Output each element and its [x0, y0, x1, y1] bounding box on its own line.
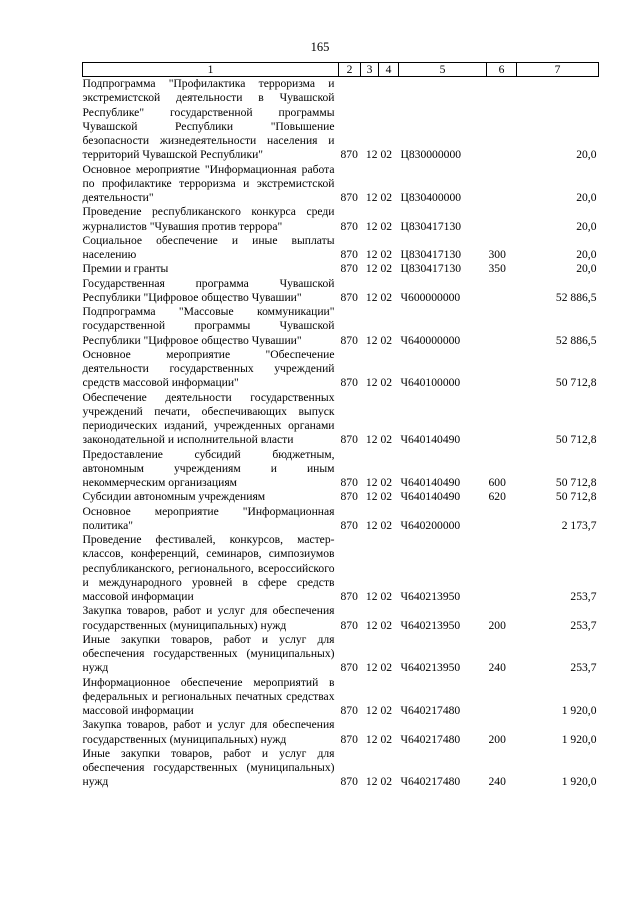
row-target-article: Ч600000000: [400, 290, 461, 304]
row-amount: 20,0: [576, 191, 597, 204]
row-amount: 20,0: [576, 219, 597, 233]
row-name: Иные закупки товаров, работ и услуг для обеспечения государственных (муниципальных) нужд: [82, 632, 335, 675]
row-name: Информационное обеспечение мероприятий в федеральных и региональных печатных средствах массовой информации: [82, 675, 335, 717]
header-col-5: 5: [399, 63, 487, 77]
header-row: [83, 63, 599, 77]
row-target-article: Ч640200000: [400, 518, 461, 532]
row-name: Проведение фестивалей, конкурсов, мастер-классов, конференций, семинаров, симпозиумов республиканского, регионального, всероссийского и международного уровней в сфере средств массовой информации: [82, 533, 335, 603]
table-row: [83, 234, 599, 263]
table-header: [83, 63, 599, 77]
row-expense-type: [487, 205, 517, 234]
table-body: [83, 77, 599, 790]
row-amount: 20,0: [576, 248, 597, 261]
row-gr-code: 870: [340, 618, 358, 632]
row-target-article: Ч640140490: [400, 490, 461, 504]
row-amount: 52 886,5: [555, 290, 597, 304]
row-gr-code: 870: [340, 191, 358, 204]
row-amount: 50 712,8: [555, 490, 597, 504]
row-expense-type: 600: [488, 476, 506, 489]
row-name: Основное мероприятие "Информационная политика": [82, 504, 335, 532]
row-name: Подпрограмма "Профилактика терроризма и экстремистской деятельности в Чувашской Республике" государственной программы Чувашской Республики "Повышение безопасности жизнедеятельности населения и территорий Чувашской Республики": [82, 77, 335, 162]
row-amount: 2 173,7: [561, 518, 597, 532]
row-expense-type: 240: [488, 775, 506, 789]
table-row: [83, 348, 599, 391]
row-subsection: 02: [380, 590, 393, 603]
row-amount: 52 886,5: [555, 333, 597, 347]
row-subsection: 02: [380, 290, 393, 304]
row-target-article: Ч640217480: [400, 704, 461, 717]
row-section: 12: [365, 590, 378, 603]
table-row: [83, 262, 599, 276]
row-section: 12: [365, 433, 378, 447]
row-amount: 253,7: [570, 618, 597, 632]
row-expense-type: [487, 277, 517, 306]
row-target-article: Ц830417130: [400, 262, 462, 276]
row-target-article: Ц830000000: [400, 148, 462, 162]
row-target-article: Ч640000000: [400, 333, 461, 347]
row-section: 12: [365, 618, 378, 632]
row-target-article: Ч640217480: [400, 775, 461, 789]
row-section: 12: [365, 191, 378, 204]
row-name: Проведение республиканского конкурса среди журналистов "Чувашия против террора": [82, 205, 335, 233]
row-amount: 50 712,8: [555, 376, 597, 390]
row-subsection: 02: [380, 661, 393, 675]
row-subsection: 02: [380, 775, 393, 789]
row-amount: 20,0: [576, 262, 597, 276]
row-gr-code: 870: [340, 433, 358, 447]
row-section: 12: [365, 732, 378, 746]
table-row: [83, 391, 599, 448]
row-name: Предоставление субсидий бюджетным, автономным учреждениям и иным некоммерческим организациям: [82, 447, 335, 489]
row-target-article: Ч640217480: [400, 732, 461, 746]
row-name: Основное мероприятие "Обеспечение деятельности государственных учреждений средств массовой информации": [82, 347, 335, 390]
row-expense-type: 300: [488, 248, 506, 261]
row-section: 12: [365, 490, 378, 504]
header-col-4: 4: [379, 63, 399, 77]
row-amount: 1 920,0: [561, 732, 597, 746]
page-number: 165: [310, 40, 330, 54]
row-gr-code: 870: [340, 661, 358, 675]
row-name: Обеспечение деятельности государственных учреждений печати, обеспечивающих выпуск периодических изданий, учрежденных органами законодательной и исполнительной власти: [82, 390, 335, 447]
row-section: 12: [365, 248, 378, 261]
row-name: Закупка товаров, работ и услуг для обеспечения государственных (муниципальных) нужд: [82, 604, 335, 632]
row-name: Закупка товаров, работ и услуг для обеспечения государственных (муниципальных) нужд: [82, 718, 335, 746]
row-name: Иные закупки товаров, работ и услуг для обеспечения государственных (муниципальных) нужд: [82, 746, 335, 789]
row-gr-code: 870: [340, 704, 358, 717]
budget-table: [82, 62, 599, 790]
row-target-article: Ч640213950: [400, 590, 461, 603]
row-name: Подпрограмма "Массовые коммуникации" государственной программы Чувашской Республики "Цифровое общество Чувашии": [82, 305, 335, 347]
row-subsection: 02: [380, 490, 393, 504]
row-expense-type: [487, 305, 517, 348]
row-amount: 20,0: [576, 148, 597, 162]
row-subsection: 02: [380, 376, 393, 390]
row-expense-type: 350: [488, 262, 506, 276]
row-target-article: Ч640140490: [400, 476, 461, 489]
header-col-3: 3: [361, 63, 379, 77]
row-amount: 253,7: [570, 590, 597, 603]
row-name: Государственная программа Чувашской Республики "Цифровое общество Чувашии": [82, 276, 335, 304]
row-target-article: Ч640140490: [400, 433, 461, 447]
row-expense-type: [487, 77, 517, 163]
row-subsection: 02: [380, 333, 393, 347]
table-row: [83, 163, 599, 206]
row-section: 12: [365, 661, 378, 675]
row-section: 12: [365, 290, 378, 304]
row-subsection: 02: [380, 262, 393, 276]
row-gr-code: 870: [340, 262, 358, 276]
row-gr-code: 870: [340, 376, 358, 390]
table-row: [83, 718, 599, 747]
row-subsection: 02: [380, 148, 393, 162]
table-row: [83, 676, 599, 719]
row-section: 12: [365, 219, 378, 233]
table-row: [83, 205, 599, 234]
row-name: Премии и гранты: [82, 262, 169, 276]
row-amount: 50 712,8: [555, 476, 597, 489]
row-name: Основное мероприятие "Информационная работа по профилактике терроризма и экстремистской деятельности": [82, 162, 335, 204]
row-target-article: Ч640100000: [400, 376, 461, 390]
row-expense-type: [487, 391, 517, 448]
header-col-7: 7: [517, 63, 599, 77]
row-amount: 253,7: [570, 661, 597, 675]
row-section: 12: [365, 518, 378, 532]
row-section: 12: [365, 775, 378, 789]
row-name: Субсидии автономным учреждениям: [82, 490, 266, 504]
table-row: [83, 747, 599, 790]
row-subsection: 02: [380, 732, 393, 746]
row-target-article: Ц830400000: [400, 191, 462, 204]
row-gr-code: 870: [340, 333, 358, 347]
row-expense-type: 240: [488, 661, 506, 675]
row-gr-code: 870: [340, 775, 358, 789]
row-subsection: 02: [380, 618, 393, 632]
row-gr-code: 870: [340, 290, 358, 304]
table-row: [83, 490, 599, 504]
row-section: 12: [365, 262, 378, 276]
row-expense-type: [487, 163, 517, 206]
table-row: [83, 505, 599, 534]
row-section: 12: [365, 476, 378, 489]
row-target-article: Ц830417130: [400, 248, 462, 261]
row-target-article: Ц830417130: [400, 219, 462, 233]
row-expense-type: [487, 348, 517, 391]
row-gr-code: 870: [340, 248, 358, 261]
row-subsection: 02: [380, 433, 393, 447]
table-row: [83, 277, 599, 306]
row-expense-type: 200: [488, 732, 506, 746]
row-subsection: 02: [380, 476, 393, 489]
row-amount: 1 920,0: [561, 775, 597, 789]
row-subsection: 02: [380, 704, 393, 717]
row-expense-type: [487, 676, 517, 719]
row-expense-type: [487, 505, 517, 534]
row-subsection: 02: [380, 518, 393, 532]
row-section: 12: [365, 704, 378, 717]
table-row: [83, 448, 599, 491]
row-gr-code: 870: [340, 490, 358, 504]
row-subsection: 02: [380, 248, 393, 261]
row-gr-code: 870: [340, 590, 358, 603]
row-expense-type: 200: [488, 618, 506, 632]
row-amount: 50 712,8: [555, 433, 597, 447]
row-subsection: 02: [380, 191, 393, 204]
table-row: [83, 533, 599, 604]
row-gr-code: 870: [340, 732, 358, 746]
row-subsection: 02: [380, 219, 393, 233]
row-section: 12: [365, 333, 378, 347]
row-gr-code: 870: [340, 219, 358, 233]
row-gr-code: 870: [340, 518, 358, 532]
table-row: [83, 633, 599, 676]
row-target-article: Ч640213950: [400, 661, 461, 675]
header-col-6: 6: [487, 63, 517, 77]
header-col-1: 1: [83, 63, 339, 77]
header-col-2: 2: [339, 63, 361, 77]
row-gr-code: 870: [340, 148, 358, 162]
row-name: Социальное обеспечение и иные выплаты населению: [82, 233, 335, 261]
row-gr-code: 870: [340, 476, 358, 489]
table-row: [83, 77, 599, 163]
row-expense-type: 620: [488, 490, 506, 504]
row-target-article: Ч640213950: [400, 618, 461, 632]
table-row: [83, 604, 599, 633]
row-amount: 1 920,0: [561, 704, 597, 717]
table-row: [83, 305, 599, 348]
row-section: 12: [365, 148, 378, 162]
row-section: 12: [365, 376, 378, 390]
row-expense-type: [487, 533, 517, 604]
